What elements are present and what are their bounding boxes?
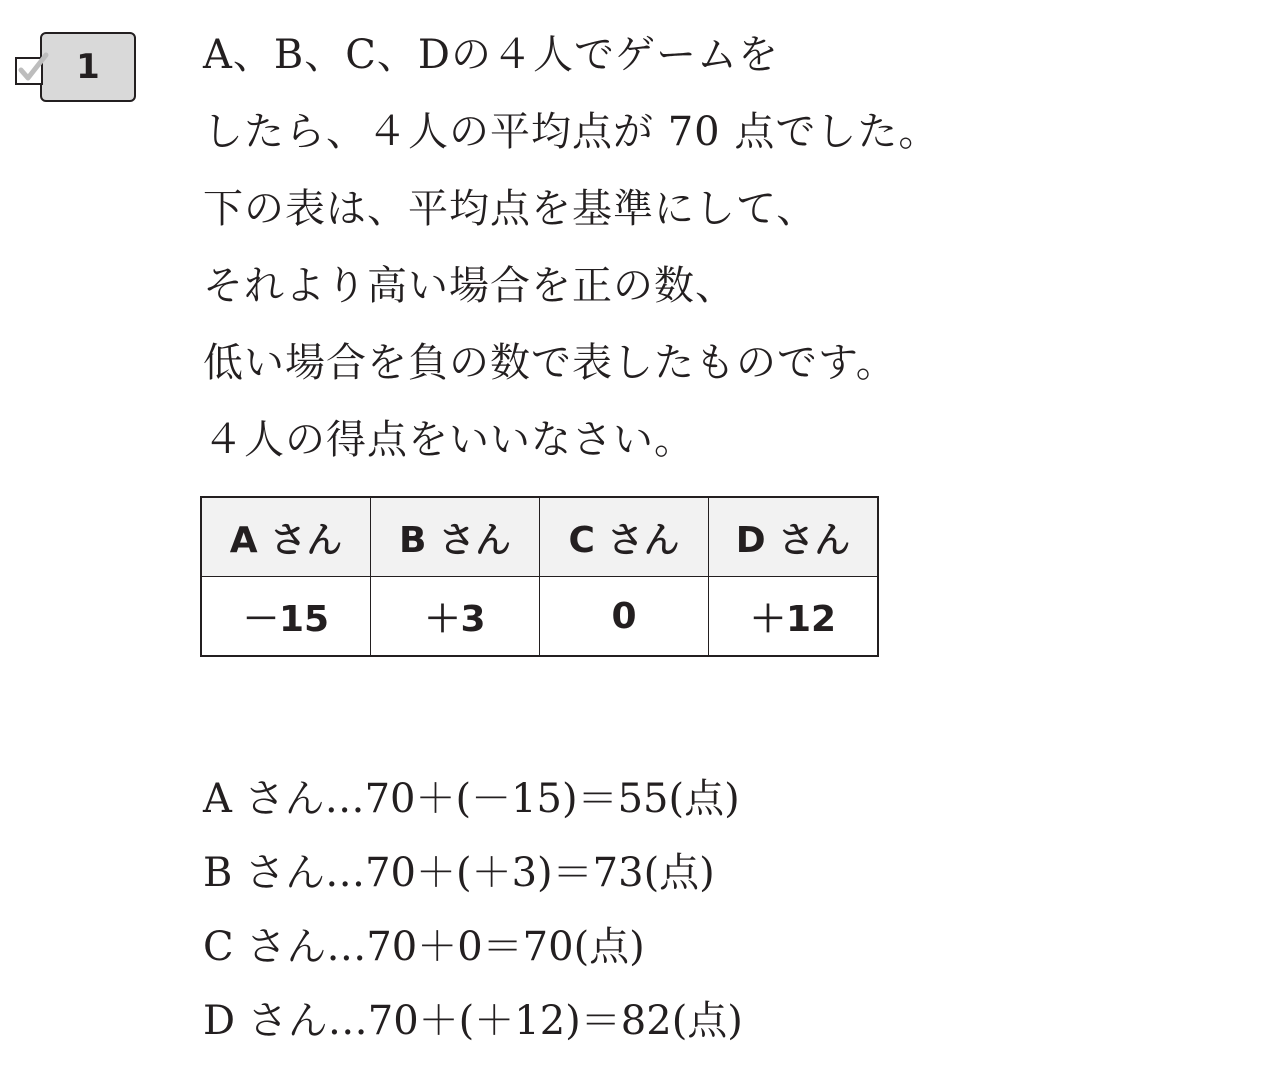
- table-cell: －15: [201, 577, 371, 657]
- table-header-cell: D さん: [709, 497, 879, 577]
- checkbox-checked-icon[interactable]: [14, 52, 50, 88]
- table-header-cell: C さん: [540, 497, 709, 577]
- solution-line: C さん…70＋0＝70(点): [203, 924, 645, 970]
- solution-block: [203, 774, 1203, 1070]
- table-header-cell: A さん: [201, 497, 371, 577]
- problem-number-badge: [14, 32, 124, 104]
- table-header-cell: B さん: [371, 497, 540, 577]
- table-cell: 0: [540, 577, 709, 657]
- table-row: [201, 577, 878, 657]
- problem-line: 下の表は、平均点を基準にして、: [203, 186, 818, 232]
- problem-line: したら、４人の平均点が 70 点でした。: [203, 109, 940, 155]
- table-header-row: [201, 497, 878, 577]
- table-cell: ＋3: [371, 577, 540, 657]
- problem-line: 低い場合を負の数で表したものです。: [203, 340, 897, 386]
- solution-line: B さん…70＋(＋3)＝73(点): [203, 850, 715, 896]
- problem-line: それより高い場合を正の数、: [203, 263, 736, 309]
- solution-line: A さん…70＋(－15)＝55(点): [203, 776, 740, 822]
- problem-statement: [203, 30, 1203, 492]
- solution-line: D さん…70＋(＋12)＝82(点): [203, 998, 743, 1044]
- problem-line: ４人の得点をいいなさい。: [203, 417, 695, 463]
- table-cell: ＋12: [709, 577, 879, 657]
- score-difference-table: [200, 496, 879, 657]
- problem-number: 1: [76, 47, 100, 87]
- problem-line: A、B、C、Dの４人でゲームを: [203, 32, 779, 78]
